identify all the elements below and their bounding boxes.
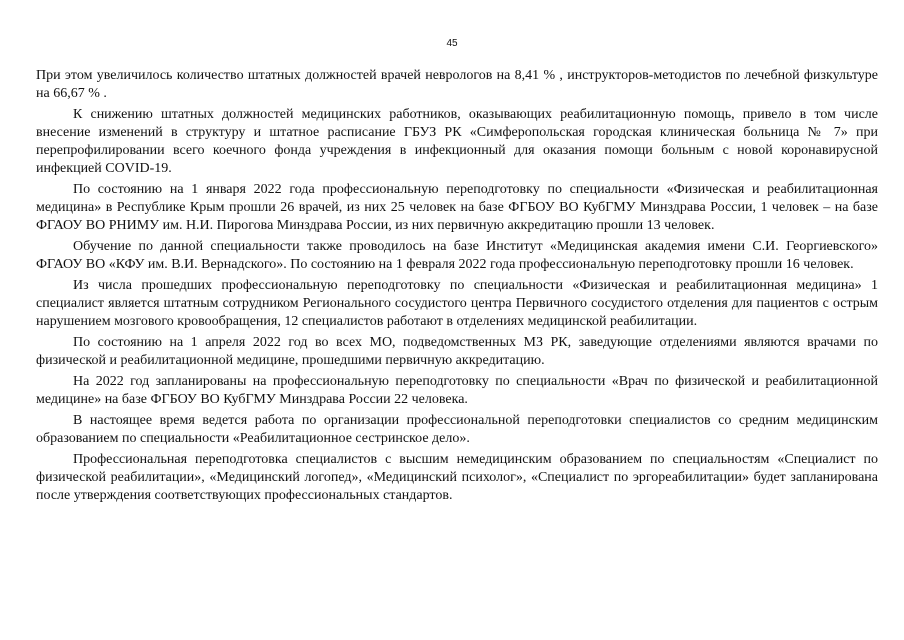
paragraph-7: На 2022 год запланированы на профессиональную переподготовку по специальности «Врач по физической и реабилитационной медицине» на базе ФГБОУ ВО КубГМУ Минздрава России 22 человека.	[36, 374, 878, 407]
paragraph-8: В настоящее время ведется работа по организации профессиональной переподготовки специалистов со средним медицинским образованием по специальности «Реабилитационное сестринское дело».	[36, 413, 878, 446]
paragraph-9: Профессиональная переподготовка специалистов с высшим немедицинским образованием по специальностям «Специалист по физической реабилитации», «Медицинский логопед», «Медицинский психолог», «Специалист по эргореабилитации» будет запланирована после утверждения соответствующих профессиональных стандартов.	[36, 452, 878, 503]
paragraph-4: Обучение по данной специальности также проводилось на базе Институт «Медицинская академия имени С.И. Георгиевского» ФГАОУ ВО «КФУ им. В.И. Вернадского». По состоянию на 1 февраля 2022 года профессиональную переподготовку прошли 16 человек.	[36, 239, 878, 272]
paragraph-6: По состоянию на 1 апреля 2022 год во всех МО, подведомственных МЗ РК, заведующие отделениями являются врачами по физической и реабилитационной медицине, прошедшими первичную аккредитацию.	[36, 335, 878, 368]
paragraph-3: По состоянию на 1 января 2022 года профессиональную переподготовку по специальности «Физическая и реабилитационная медицина» в Республике Крым прошли 26 врачей, из них 25 человек на базе ФГБОУ ВО КубГМУ Минздрава России, 1 человек – на базе ФГАОУ ВО РНИМУ им. Н.И. Пирогова Минздрава России, из них первичную аккредитацию прошли 13 человек.	[36, 182, 878, 233]
paragraph-2: К снижению штатных должностей медицинских работников, оказывающих реабилитационную помощь, привело в том числе внесение изменений в структуру и штатное расписание ГБУЗ РК «Симферопольская городская клиническая больница № 7» при перепрофилировании всего коечного фонда учреждения в инфекционный для оказания помощи больным с новой коронавирусной инфекцией COVID-19.	[36, 107, 878, 176]
page-number: 45	[446, 38, 458, 49]
document-body	[36, 67, 878, 508]
paragraph-1: При этом увеличилось количество штатных должностей врачей неврологов на 8,41 % , инструкторов-методистов по лечебной физкультуре на 66,67 % .	[36, 68, 878, 101]
paragraph-5: Из числа прошедших профессиональную переподготовку по специальности «Физическая и реабилитационная медицина» 1 специалист является штатным сотрудником Регионального сосудистого центра Первичного сосудистого отделения для пациентов с острым нарушением мозгового кровообращения, 12 специалистов работают в отделениях медицинской реабилитации.	[36, 278, 878, 329]
